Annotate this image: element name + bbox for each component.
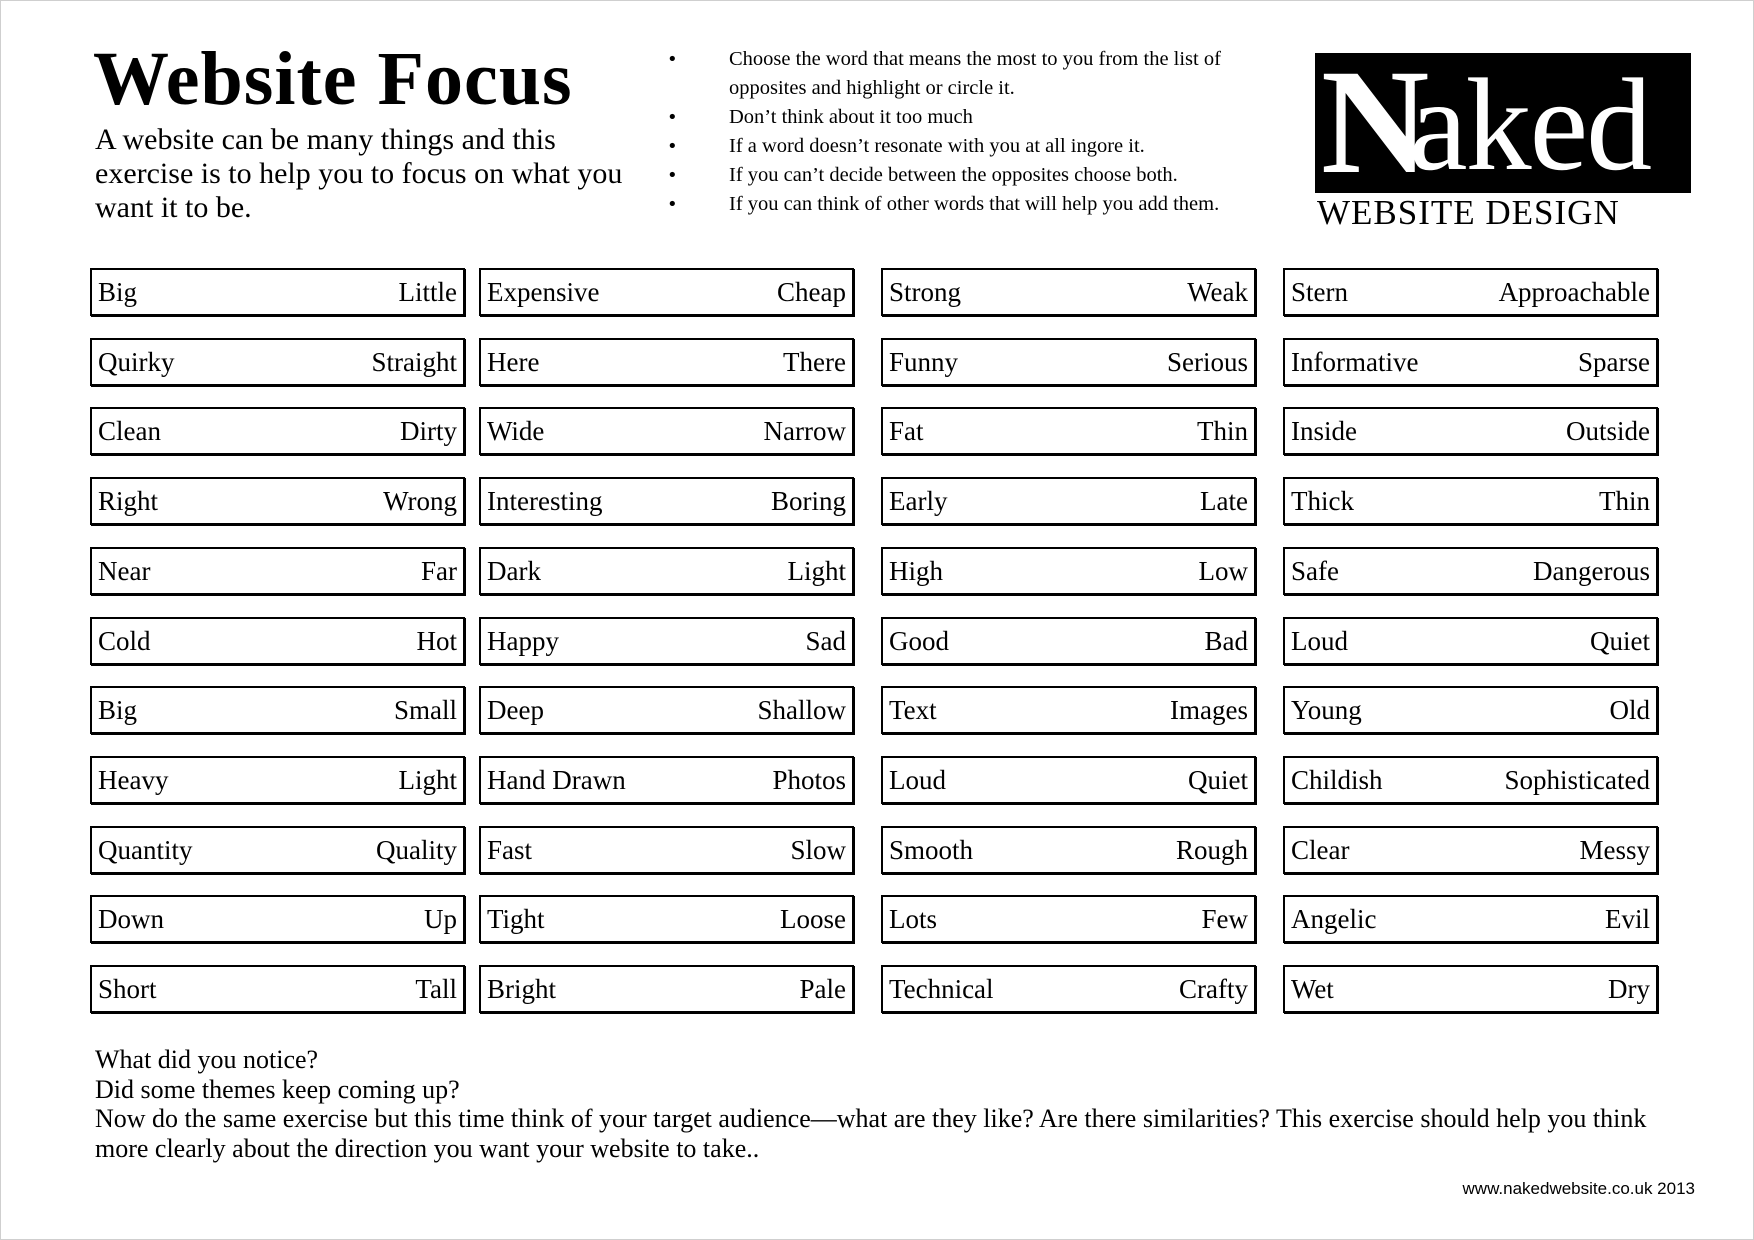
word-pair-box[interactable] [90,268,465,316]
word-right[interactable]: Evil [1605,903,1650,934]
word-pair-box[interactable] [90,686,465,734]
word-left[interactable]: Clean [98,415,161,446]
naked-logo [1315,39,1691,233]
logo-badge [1315,39,1691,205]
word-left[interactable]: Fat [889,415,924,446]
word-right[interactable]: Up [424,903,457,934]
word-left[interactable]: Inside [1291,415,1357,446]
word-pair-box[interactable] [1283,268,1658,316]
word-left[interactable]: Heavy [98,764,169,795]
word-left[interactable]: Right [98,485,159,516]
word-pairs-grid [90,268,1668,1018]
word-right[interactable]: Bad [1204,625,1248,656]
word-right[interactable]: Quiet [1188,764,1248,795]
word-pair-box[interactable] [1283,756,1658,804]
word-right[interactable]: Photos [772,764,846,795]
word-left[interactable]: Quantity [98,834,193,865]
word-left[interactable]: Tight [487,903,545,934]
page-title: Website Focus [93,37,573,121]
word-right[interactable]: Pale [799,973,846,1004]
word-pair-box[interactable] [90,756,465,804]
instructions-list [661,45,1301,219]
instruction-item: • Don’t think about it too much [661,103,1301,132]
word-pair-box[interactable] [479,756,854,804]
word-pair-box[interactable] [881,338,1256,386]
word-right[interactable]: Images [1170,694,1248,725]
word-right[interactable]: Rough [1175,834,1248,865]
word-left[interactable]: Clear [1291,834,1350,865]
word-left[interactable]: Interesting [487,485,603,516]
word-left[interactable]: Deep [487,694,544,725]
word-pair-box[interactable] [1283,965,1658,1013]
word-pair-box[interactable] [881,965,1256,1013]
word-pair-box[interactable] [479,338,854,386]
word-pair-box[interactable] [1283,686,1658,734]
word-right[interactable]: Late [1200,485,1248,516]
word-right[interactable]: Dirty [400,415,457,446]
word-left[interactable]: Thick [1291,485,1354,516]
word-pair-box[interactable] [1283,895,1658,943]
word-right[interactable]: Light [787,555,846,586]
word-left[interactable]: Dark [487,555,541,586]
word-right[interactable]: Sparse [1578,346,1650,377]
logo-letters-aked: aked [1409,51,1651,198]
word-pair-box[interactable] [479,268,854,316]
word-left[interactable]: Technical [889,973,994,1004]
word-left[interactable]: Safe [1291,555,1339,586]
word-right[interactable]: Quiet [1590,625,1650,656]
logo-letter-n: N [1321,39,1430,205]
word-left[interactable]: Young [1291,694,1362,725]
question-text: What did you notice? [95,1045,319,1074]
word-pair-box[interactable] [1283,547,1658,595]
word-left[interactable]: Big [98,276,138,307]
word-right[interactable]: Old [1609,694,1650,725]
word-right[interactable]: Wrong [383,485,457,516]
logo-subtitle: WEBSITE DESIGN [1317,193,1620,232]
word-left[interactable]: Near [98,555,151,586]
word-right[interactable]: Sad [805,625,846,656]
word-right[interactable]: Narrow [763,415,846,446]
word-left[interactable]: Loud [1291,625,1348,656]
word-pair-box[interactable] [881,268,1256,316]
instruction-item: • If you can’t decide between the opposites choose both. [661,161,1301,190]
word-left[interactable]: Hand Drawn [487,764,626,795]
word-left[interactable]: Lots [889,903,938,934]
word-pair-box[interactable] [90,407,465,455]
word-right[interactable]: Low [1198,555,1248,586]
word-left[interactable]: Early [889,485,948,516]
word-left[interactable]: Funny [889,346,959,377]
word-right[interactable]: Hot [416,625,457,656]
word-right[interactable]: Loose [780,903,846,934]
word-right[interactable]: Tall [415,973,457,1004]
word-pair-box[interactable] [881,617,1256,665]
word-right[interactable]: Sophisticated [1504,764,1650,795]
footer-url: www.nakedwebsite.co.uk 2013 [1462,1179,1695,1198]
word-left[interactable]: Quirky [98,346,175,377]
word-pair-box[interactable] [1283,826,1658,874]
word-pair-box[interactable] [479,617,854,665]
word-pair-box[interactable] [881,756,1256,804]
word-pair-box[interactable] [90,826,465,874]
word-left[interactable]: Cold [98,625,151,656]
word-pair-box[interactable] [881,407,1256,455]
word-left[interactable]: Wide [487,415,545,446]
question-text: Now do the same exercise but this time think of your target audience—what are they like? Are there similarities? This exercise should help you think more clearly about the direction you want your website to take.. [95,1104,1647,1163]
word-right[interactable]: Cheap [777,276,846,307]
word-pair-box[interactable] [479,686,854,734]
word-pair-box[interactable] [1283,338,1658,386]
word-left[interactable]: Loud [889,764,946,795]
word-left[interactable]: Happy [487,625,559,656]
word-right[interactable]: Straight [371,346,457,377]
word-right[interactable]: Crafty [1179,973,1248,1004]
word-left[interactable]: Expensive [487,276,600,307]
word-right[interactable]: Boring [770,485,846,516]
word-right[interactable]: Thin [1599,485,1650,516]
word-right[interactable]: Far [421,555,457,586]
word-pair-box[interactable] [1283,407,1658,455]
word-pair-box[interactable] [90,965,465,1013]
word-pair-box[interactable] [479,477,854,525]
word-left[interactable]: Short [98,973,157,1004]
word-right[interactable]: Small [393,694,457,725]
word-left[interactable]: High [889,555,943,586]
word-right[interactable]: There [783,346,846,377]
word-pair-box[interactable] [90,477,465,525]
word-left[interactable]: Strong [889,276,962,307]
word-pair-box[interactable] [881,686,1256,734]
word-pair-box[interactable] [881,547,1256,595]
word-right[interactable]: Light [398,764,457,795]
word-pair-box[interactable] [90,895,465,943]
intro-text: A website can be many things and this exercise is to help you to focus on what you want it to be. [95,123,623,224]
word-right[interactable]: Weak [1187,276,1248,307]
word-pair-box[interactable] [1283,477,1658,525]
word-right[interactable]: Dangerous [1533,555,1650,586]
instruction-item: • If a word doesn’t resonate with you at all ingore it. [661,132,1301,161]
word-pair-box[interactable] [479,407,854,455]
word-pair-box[interactable] [881,477,1256,525]
word-right[interactable]: Serious [1167,346,1248,377]
word-left[interactable]: Stern [1291,276,1348,307]
word-left[interactable]: Angelic [1291,903,1377,934]
instruction-item: • If you can think of other words that will help you add them. [661,190,1301,219]
word-left[interactable]: Here [487,346,540,377]
word-pair-box[interactable] [479,965,854,1013]
word-right[interactable]: Quality [376,834,457,865]
word-left[interactable]: Good [889,625,949,656]
word-pair-box[interactable] [881,826,1256,874]
word-right[interactable]: Dry [1608,973,1650,1004]
word-right[interactable]: Slow [790,834,846,865]
word-right[interactable]: Shallow [757,694,846,725]
word-left[interactable]: Big [98,694,138,725]
word-left[interactable]: Bright [487,973,557,1004]
word-left[interactable]: Fast [487,834,533,865]
word-pair-box[interactable] [1283,617,1658,665]
word-left[interactable]: Childish [1291,764,1383,795]
instruction-item: • Choose the word that means the most to you from the list of opposites and highlight or circle it. [661,45,1301,103]
word-right[interactable]: Few [1201,903,1248,934]
word-pair-box[interactable] [90,617,465,665]
word-left[interactable]: Down [98,903,164,934]
word-pair-box[interactable] [90,547,465,595]
question-text: Did some themes keep coming up? [95,1074,460,1104]
word-left[interactable]: Informative [1291,346,1419,377]
reflection-questions [95,1045,1695,1163]
word-right[interactable]: Approachable [1498,276,1650,307]
word-pair-box[interactable] [90,338,465,386]
word-pair-box[interactable] [479,895,854,943]
word-right[interactable]: Thin [1197,415,1248,446]
word-right[interactable]: Messy [1579,834,1650,865]
word-left[interactable]: Wet [1291,973,1334,1004]
word-pair-box[interactable] [479,826,854,874]
word-pair-box[interactable] [479,547,854,595]
word-right[interactable]: Little [398,276,457,307]
word-pair-box[interactable] [881,895,1256,943]
word-right[interactable]: Outside [1566,415,1650,446]
word-left[interactable]: Text [889,694,937,725]
word-left[interactable]: Smooth [889,834,974,865]
